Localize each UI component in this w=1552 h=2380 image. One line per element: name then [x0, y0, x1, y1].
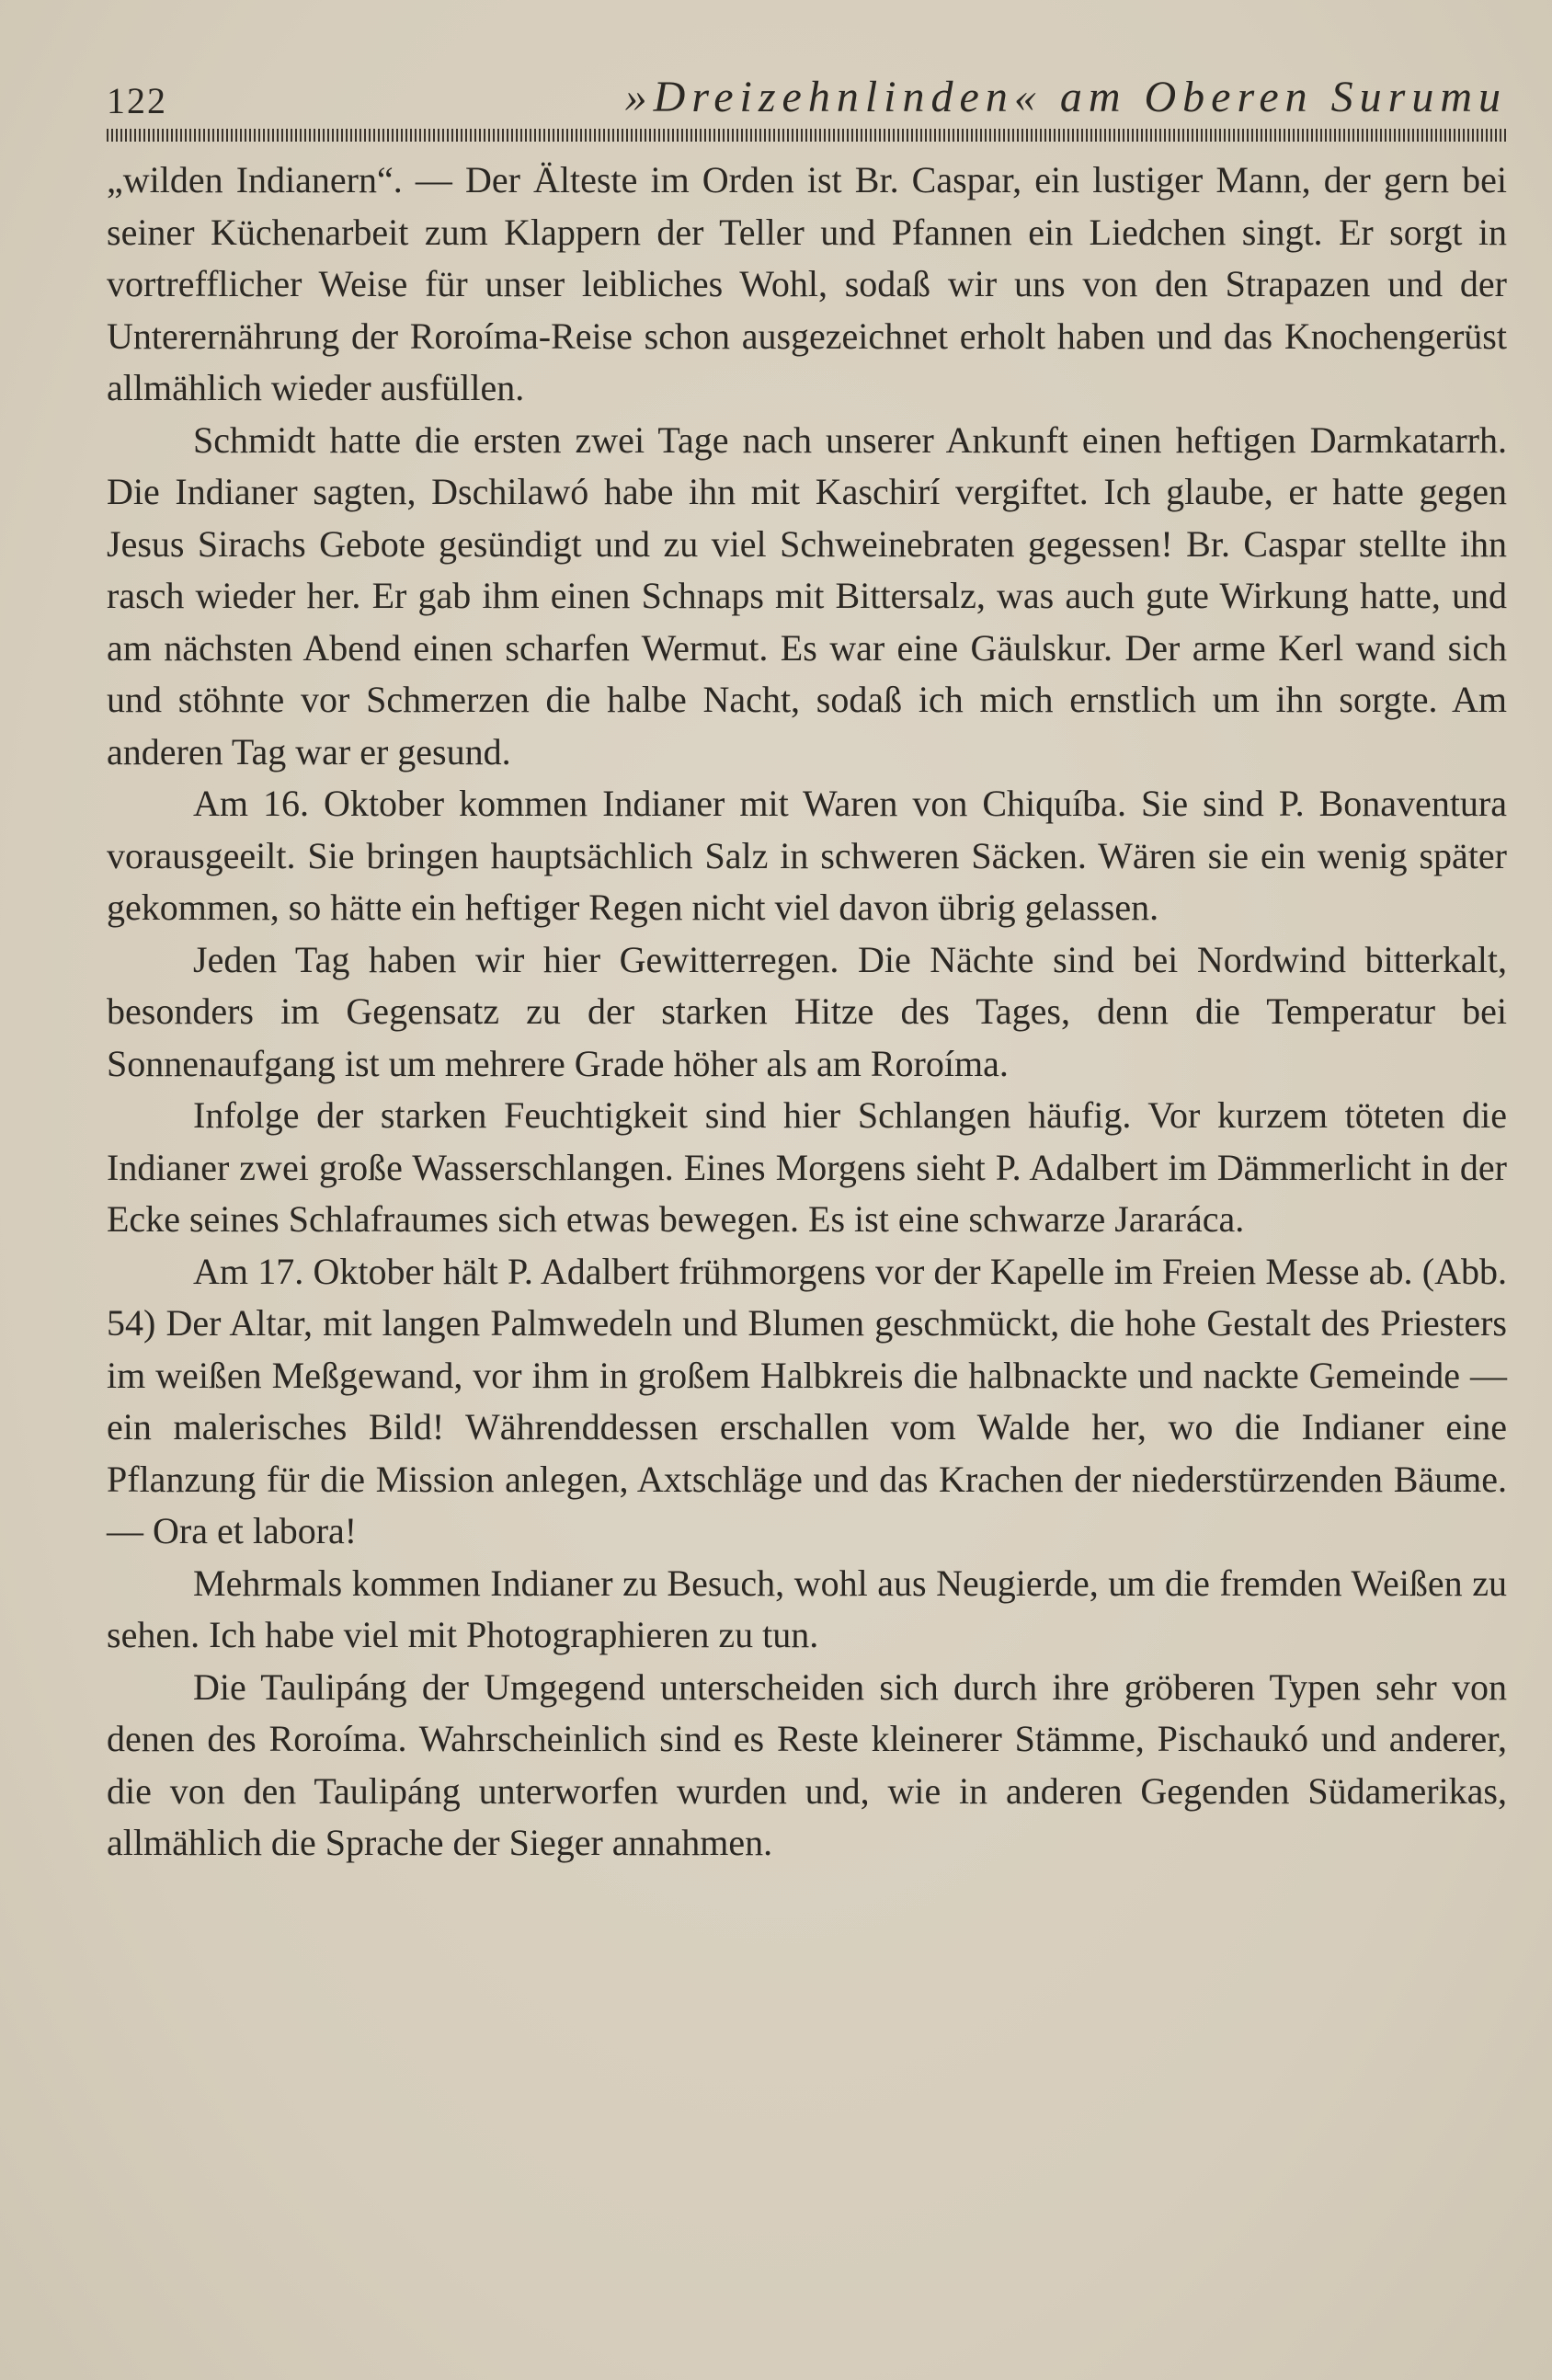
header-rule	[107, 129, 1507, 142]
text-body	[107, 154, 1507, 1870]
paragraph: Mehrmals kommen Indianer zu Besuch, wohl aus Neugierde, um die fremden Weißen zu sehen. Ich habe viel mit Photographieren zu tun.	[107, 1562, 1507, 1655]
paragraph: „wilden Indianern“. — Der Älteste im Orden ist Br. Caspar, ein lustiger Mann, der gern bei seiner Küchenarbeit zum Klappern der Teller und Pfannen ein Liedchen singt. Er sorgt in vortrefflicher Weise für unser leibliches Wohl, sodaß wir uns von den Strapazen und der Unterernährung der Roroíma-Reise schon ausgezeichnet erholt haben und das Knochengerüst allmählich wieder ausfüllen.	[107, 159, 1507, 408]
paragraph: Infolge der starken Feuchtigkeit sind hier Schlangen häufig. Vor kurzem töteten die Indianer zwei große Wasserschlangen. Eines Morgens sieht P. Adalbert im Dämmerlicht in der Ecke seines Schlafraumes sich etwas bewegen. Es ist eine schwarze Jararáca.	[107, 1094, 1507, 1240]
paragraph: Schmidt hatte die ersten zwei Tage nach unserer Ankunft einen heftigen Darmkatarrh. Die Indianer sagten, Dschilawó habe ihn mit Kaschirí vergiftet. Ich glaube, er hatte gegen Jesus Sirachs Gebote gesündigt und zu viel Schweinebraten gegessen! Br. Caspar stellte ihn rasch wieder her. Er gab ihm einen Schnaps mit Bittersalz, was auch gute Wirkung hatte, und am nächsten Abend einen scharfen Wermut. Es war eine Gäulskur. Der arme Kerl wand sich und stöhnte vor Schmerzen die halbe Nacht, sodaß ich mich ernstlich um ihn sorgte. Am anderen Tag war er gesund.	[107, 418, 1507, 772]
paragraph: Am 17. Oktober hält P. Adalbert frühmorgens vor der Kapelle im Freien Messe ab. (Abb. 54) Der Altar, mit langen Palmwedeln und Blumen geschmückt, die hohe Gestalt des Priesters im weißen Meßgewand, vor ihm in großem Halbkreis die halbnackte und nackte Gemeinde — ein malerisches Bild! Währenddessen erschallen vom Walde her, wo die Indianer eine Pflanzung für die Mission anlegen, Axtschläge und das Krachen der niederstürzenden Bäume. — Ora et labora!	[107, 1250, 1507, 1551]
page-header	[107, 72, 1507, 127]
paragraph: Am 16. Oktober kommen Indianer mit Waren von Chiquíba. Sie sind P. Bonaventura vorausgeeilt. Sie bringen hauptsächlich Salz in schweren Säcken. Wären sie ein wenig später gekommen, so hätte ein heftiger Regen nicht viel davon übrig gelassen.	[107, 783, 1507, 928]
running-title: »Dreizehnlinden« am Oberen Surumu	[624, 73, 1507, 121]
paragraph: Die Taulipáng der Umgegend unterscheiden sich durch ihre gröberen Typen sehr von denen des Roroíma. Wahrscheinlich sind es Reste kleinerer Stämme, Pischaukó und anderer, die von den Taulipáng unterworfen wurden und, wie in anderen Gegenden Südamerikas, allmählich die Sprache der Sieger annahmen.	[107, 1665, 1507, 1863]
paragraph: Jeden Tag haben wir hier Gewitterregen. Die Nächte sind bei Nordwind bitterkalt, besonders im Gegensatz zu der starken Hitze des Tages, denn die Temperatur bei Sonnenaufgang ist um mehrere Grade höher als am Roroíma.	[107, 938, 1507, 1084]
page-number: 122	[107, 80, 167, 121]
